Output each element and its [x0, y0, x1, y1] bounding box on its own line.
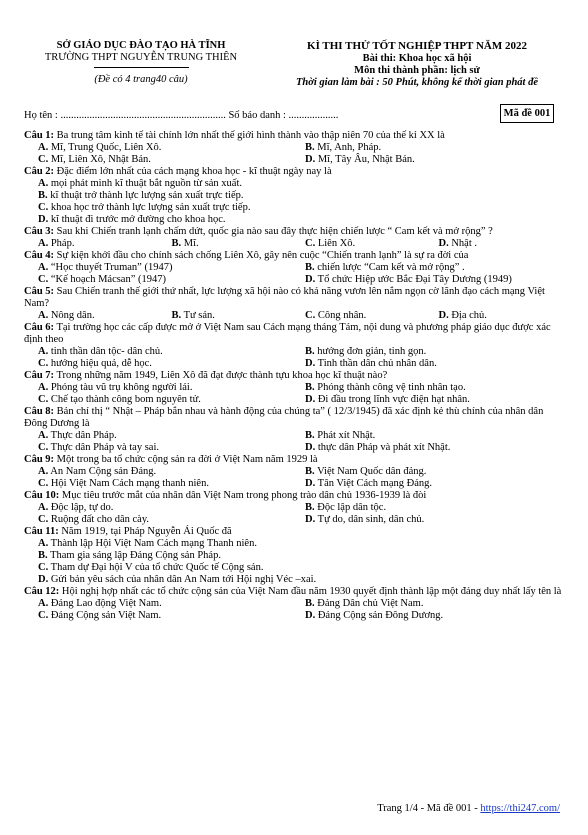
option-letter: D. — [438, 238, 449, 249]
question-stem — [24, 250, 564, 262]
option-letter: D. — [305, 274, 316, 285]
answer-options — [24, 598, 564, 622]
option-text: Đảng Dân chủ Việt Nam. — [317, 598, 424, 609]
question-number: Câu 12: — [24, 586, 60, 597]
option-text: Mĩ. — [183, 238, 199, 249]
option-text: Mĩ, Liên Xô, Nhật Bản. — [50, 154, 151, 165]
option-letter: D. — [38, 574, 49, 585]
question — [24, 586, 564, 622]
answer-options — [24, 238, 564, 250]
answer-options — [24, 538, 564, 586]
option-letter: C. — [38, 442, 49, 453]
option-letter: A. — [38, 598, 49, 609]
school-name: TRƯỜNG THPT NGUYỄN TRUNG THIÊN — [44, 52, 238, 63]
footer-link[interactable]: https://thi247.com/ — [480, 803, 560, 814]
answer-option — [38, 190, 564, 202]
option-text: Phóng tàu vũ trụ không người lái. — [50, 382, 193, 393]
option-text: Đi đầu trong lĩnh vực điện hạt nhân. — [317, 394, 470, 405]
option-text: Công nhân. — [317, 310, 367, 321]
question-text: Mục tiêu trước mắt của nhân dân Việt Nam trong phong trào dân chủ 1936-1939 là đòi — [61, 490, 427, 501]
option-letter: B. — [171, 310, 182, 321]
question-stem — [24, 490, 564, 502]
pages-note: (Đề có 4 trang40 câu) — [94, 74, 188, 85]
option-letter: B. — [38, 190, 48, 201]
answer-option — [38, 238, 164, 250]
option-text: Độc lập, tự do. — [50, 502, 114, 513]
answer-option — [38, 214, 564, 226]
option-letter: A. — [38, 382, 49, 393]
answer-option — [38, 538, 564, 550]
question-number: Câu 5: — [24, 286, 55, 297]
option-letter: C. — [38, 202, 49, 213]
option-text: Đảng Cộng sản Đông Dương. — [317, 610, 444, 621]
answer-option — [305, 142, 564, 154]
option-letter: D. — [305, 358, 316, 369]
option-letter: A. — [38, 142, 49, 153]
question — [24, 406, 564, 454]
answer-option — [38, 514, 297, 526]
answer-option — [38, 478, 297, 490]
answer-option — [38, 598, 297, 610]
option-letter: A. — [38, 538, 49, 549]
question-stem — [24, 406, 564, 430]
answer-option — [305, 442, 564, 454]
answer-option — [305, 502, 564, 514]
question — [24, 454, 564, 490]
option-text: Tổ chức Hiệp ước Bắc Đại Tây Dương (1949) — [317, 274, 512, 285]
question — [24, 226, 564, 250]
question-stem — [24, 454, 564, 466]
question-text: Bản chỉ thị “ Nhật – Pháp bắn nhau và hành động của chúng ta” ( 12/3/1945) đã xác định kẻ thù chính của nhân dân Đông Dương là — [24, 406, 544, 429]
option-text: Độc lập dân tộc. — [317, 502, 387, 513]
question — [24, 490, 564, 526]
question-text: Hội nghị hợp nhất các tổ chức cộng sản của Việt Nam đầu năm 1930 quyết định thành lập một đảng duy nhất lấy tên là — [61, 586, 562, 597]
option-letter: A. — [38, 178, 49, 189]
option-text: Địa chủ. — [451, 310, 487, 321]
option-text: mọi phát minh kĩ thuật bắt nguồn từ sản xuất. — [50, 178, 243, 189]
option-letter: D. — [305, 154, 316, 165]
answer-option — [38, 358, 297, 370]
question-text: Ba trung tâm kinh tế tài chính lớn nhất thế giới hình thành vào thập niên 70 của thế kỉ XX là — [56, 130, 445, 141]
option-text: Tham dự Đại hội V của tổ chức Quốc tế Cộng sản. — [50, 562, 264, 573]
exam-component: Môn thi thành phần: lịch sử — [354, 65, 480, 76]
answer-option — [305, 262, 564, 274]
option-letter: B. — [305, 502, 315, 513]
answer-option — [38, 262, 297, 274]
answer-option — [38, 562, 564, 574]
option-letter: B. — [305, 346, 315, 357]
answer-option — [305, 466, 564, 478]
option-letter: C. — [38, 394, 49, 405]
option-letter: B. — [305, 430, 315, 441]
question-stem — [24, 526, 564, 538]
option-text: “Học thuyết Truman” (1947) — [50, 262, 173, 273]
option-text: Gửi bản yêu sách của nhân dân An Nam tới Hội nghị Véc –xai. — [50, 574, 317, 585]
option-text: thực dân Pháp và phát xít Nhật. — [317, 442, 451, 453]
exam-time: Thời gian làm bài : 50 Phút, không kể thời gian phát đề — [295, 77, 539, 88]
option-text: Phóng thành công vệ tinh nhân tạo. — [317, 382, 466, 393]
option-text: tinh thần dân tộc- dân chủ. — [50, 346, 163, 357]
option-letter: D. — [305, 514, 316, 525]
option-letter: A. — [38, 502, 49, 513]
option-letter: C. — [38, 478, 49, 489]
answer-options — [24, 142, 564, 166]
question-stem — [24, 586, 564, 598]
answer-options — [24, 466, 564, 490]
option-text: Tinh thần dân chủ nhân dân. — [317, 358, 437, 369]
department-name: SỞ GIÁO DỤC ĐÀO TẠO HÀ TĨNH — [56, 40, 226, 51]
answer-option — [305, 382, 564, 394]
answer-option — [38, 142, 297, 154]
exam-subject: Bài thi: Khoa học xã hội — [362, 53, 472, 64]
answer-option — [305, 310, 431, 322]
option-letter: C. — [305, 310, 316, 321]
question-stem — [24, 226, 564, 238]
answer-option — [305, 394, 564, 406]
answer-option — [38, 502, 297, 514]
question — [24, 166, 564, 226]
answer-option — [38, 310, 164, 322]
answer-option — [38, 178, 564, 190]
question-stem — [24, 286, 564, 310]
option-text: kĩ thuật đi trước mở đường cho khoa học. — [50, 214, 226, 225]
answer-option — [38, 610, 297, 622]
option-letter: D. — [305, 442, 316, 453]
answer-options — [24, 346, 564, 370]
question-number: Câu 9: — [24, 454, 55, 465]
question — [24, 286, 564, 322]
header-right — [258, 40, 576, 89]
option-text: hướng hiệu quả, dễ học. — [50, 358, 152, 369]
question-number: Câu 6: — [24, 322, 55, 333]
option-text: Hội Việt Nam Cách mạng thanh niên. — [50, 478, 209, 489]
option-letter: A. — [38, 310, 49, 321]
option-text: Liên Xô. — [317, 238, 356, 249]
answer-option — [172, 310, 298, 322]
answer-option — [38, 550, 564, 562]
question-stem — [24, 370, 564, 382]
option-text: Nhật . — [451, 238, 478, 249]
question-number: Câu 8: — [24, 406, 55, 417]
answer-option — [305, 238, 431, 250]
option-text: Tự do, dân sinh, dân chủ. — [317, 514, 425, 525]
answer-option — [38, 154, 297, 166]
question-text: Đặc điểm lớn nhất của cách mạng khoa học - kĩ thuật ngày nay là — [56, 166, 332, 177]
question-text: Trong những năm 1949, Liên Xô đã đạt được thành tựu khoa học kĩ thuật nào? — [56, 370, 388, 381]
option-letter: D. — [305, 610, 316, 621]
candidate-info: Họ tên : ............................................................... Số báo danh : ................... — [24, 110, 339, 121]
answer-option — [38, 202, 564, 214]
option-letter: C. — [38, 358, 49, 369]
question-stem — [24, 322, 564, 346]
answer-option — [305, 154, 564, 166]
option-text: “Kế hoạch Mácsan” (1947) — [50, 274, 167, 285]
exam-code-box: Mã đề 001 — [500, 104, 554, 123]
option-letter: C. — [38, 274, 49, 285]
option-letter: A. — [38, 262, 49, 273]
option-text: Việt Nam Quốc dân đảng. — [317, 466, 427, 477]
question-list — [24, 130, 564, 622]
question-number: Câu 11: — [24, 526, 59, 537]
answer-options — [24, 382, 564, 406]
question-text: Sau Chiến tranh thế giới thứ nhất, lực lượng xã hội nào có khả năng vươn lên nắm ngọn cờ lãnh đạo cách mạng Việt Nam? — [24, 286, 545, 309]
page-footer — [0, 803, 560, 814]
answer-option — [439, 310, 565, 322]
answer-option — [38, 346, 297, 358]
answer-option — [305, 478, 564, 490]
answer-option — [172, 238, 298, 250]
answer-option — [38, 466, 297, 478]
answer-option — [305, 514, 564, 526]
answer-option — [305, 598, 564, 610]
option-letter: B. — [305, 262, 315, 273]
option-text: Phát xít Nhật. — [317, 430, 376, 441]
option-letter: B. — [305, 466, 315, 477]
answer-options — [24, 430, 564, 454]
option-text: Mĩ, Trung Quốc, Liên Xô. — [50, 142, 162, 153]
option-letter: C. — [38, 154, 49, 165]
option-letter: A. — [38, 466, 49, 477]
option-text: Đảng Cộng sản Việt Nam. — [50, 610, 162, 621]
answer-options — [24, 178, 564, 226]
question — [24, 322, 564, 370]
question-stem — [24, 166, 564, 178]
answer-options — [24, 262, 564, 286]
answer-option — [38, 430, 297, 442]
option-text: khoa học trở thành lực lượng sản xuất trực tiếp. — [50, 202, 251, 213]
question — [24, 130, 564, 166]
answer-option — [38, 442, 297, 454]
option-text: Thành lập Hội Việt Nam Cách mạng Thanh niên. — [50, 538, 257, 549]
answer-option — [305, 358, 564, 370]
question-text: Tại trường học các cấp được mở ở Việt Nam sau Cách mạng tháng Tám, nội dung và phương pháp giáo dục được xác định theo — [24, 322, 551, 345]
option-text: hướng đơn giản, tinh gọn. — [317, 346, 427, 357]
question — [24, 370, 564, 406]
question-text: Sự kiện khởi đầu cho chính sách chống Liên Xô, gây nên cuộc “Chiến tranh lạnh” là sự ra đời của — [56, 250, 469, 261]
answer-option — [439, 238, 565, 250]
option-letter: D. — [305, 478, 316, 489]
option-text: Mĩ, Tây Âu, Nhật Bản. — [317, 154, 415, 165]
option-letter: A. — [38, 430, 49, 441]
question-number: Câu 4: — [24, 250, 55, 261]
option-letter: D. — [38, 214, 49, 225]
answer-option — [305, 346, 564, 358]
question-number: Câu 10: — [24, 490, 60, 501]
option-text: Thực dân Pháp. — [50, 430, 117, 441]
question — [24, 250, 564, 286]
question-number: Câu 7: — [24, 370, 55, 381]
question-number: Câu 3: — [24, 226, 55, 237]
option-text: Tư sản. — [183, 310, 215, 321]
option-text: Tham gia sáng lập Đảng Cộng sản Pháp. — [50, 550, 221, 561]
option-text: Pháp. — [50, 238, 75, 249]
answer-option — [38, 394, 297, 406]
option-letter: A. — [38, 346, 49, 357]
option-text: kĩ thuật trở thành lực lượng sản xuất trực tiếp. — [50, 190, 244, 201]
question — [24, 526, 564, 586]
answer-option — [305, 274, 564, 286]
option-letter: C. — [38, 562, 49, 573]
option-text: Tân Việt Cách mạng Đảng. — [317, 478, 433, 489]
option-letter: C. — [305, 238, 316, 249]
option-letter: A. — [38, 238, 49, 249]
option-letter: B. — [305, 142, 315, 153]
question-number: Câu 1: — [24, 130, 55, 141]
option-letter: D. — [438, 310, 449, 321]
option-text: Đảng Lao động Việt Nam. — [50, 598, 162, 609]
option-text: chiến lược “Cam kết và mở rộng” . — [317, 262, 465, 273]
option-letter: C. — [38, 514, 49, 525]
answer-option — [38, 382, 297, 394]
question-stem — [24, 130, 564, 142]
option-letter: B. — [305, 598, 315, 609]
answer-option — [305, 610, 564, 622]
option-letter: B. — [305, 382, 315, 393]
option-text: Mĩ, Anh, Pháp. — [317, 142, 382, 153]
option-text: Nông dân. — [50, 310, 95, 321]
option-text: An Nam Cộng sản Đảng. — [50, 466, 157, 477]
page-info: Trang 1/4 - Mã đề 001 - — [377, 803, 481, 814]
option-letter: D. — [305, 394, 316, 405]
option-letter: C. — [38, 610, 49, 621]
answer-options — [24, 310, 564, 322]
answer-option — [38, 574, 564, 586]
option-text: Ruộng đất cho dân cày. — [50, 514, 150, 525]
header-left — [16, 40, 266, 85]
question-text: Năm 1919, tại Pháp Nguyễn Ái Quốc đã — [61, 526, 232, 537]
question-number: Câu 2: — [24, 166, 55, 177]
option-text: Thực dân Pháp và tay sai. — [50, 442, 159, 453]
header-divider — [94, 67, 189, 68]
answer-option — [38, 274, 297, 286]
exam-title: KÌ THI THỬ TỐT NGHIỆP THPT NĂM 2022 — [307, 40, 527, 52]
option-letter: B. — [38, 550, 48, 561]
answer-options — [24, 502, 564, 526]
question-text: Một trong ba tổ chức cộng sản ra đời ở Việt Nam năm 1929 là — [56, 454, 318, 465]
question-text: Sau khi Chiến tranh lạnh chấm dứt, quốc gia nào sau đây thực hiện chiến lược “ Cam kết và mở rộng” ? — [56, 226, 493, 237]
option-letter: B. — [171, 238, 182, 249]
option-text: Chế tạo thành công bom nguyên tử. — [50, 394, 201, 405]
answer-option — [305, 430, 564, 442]
